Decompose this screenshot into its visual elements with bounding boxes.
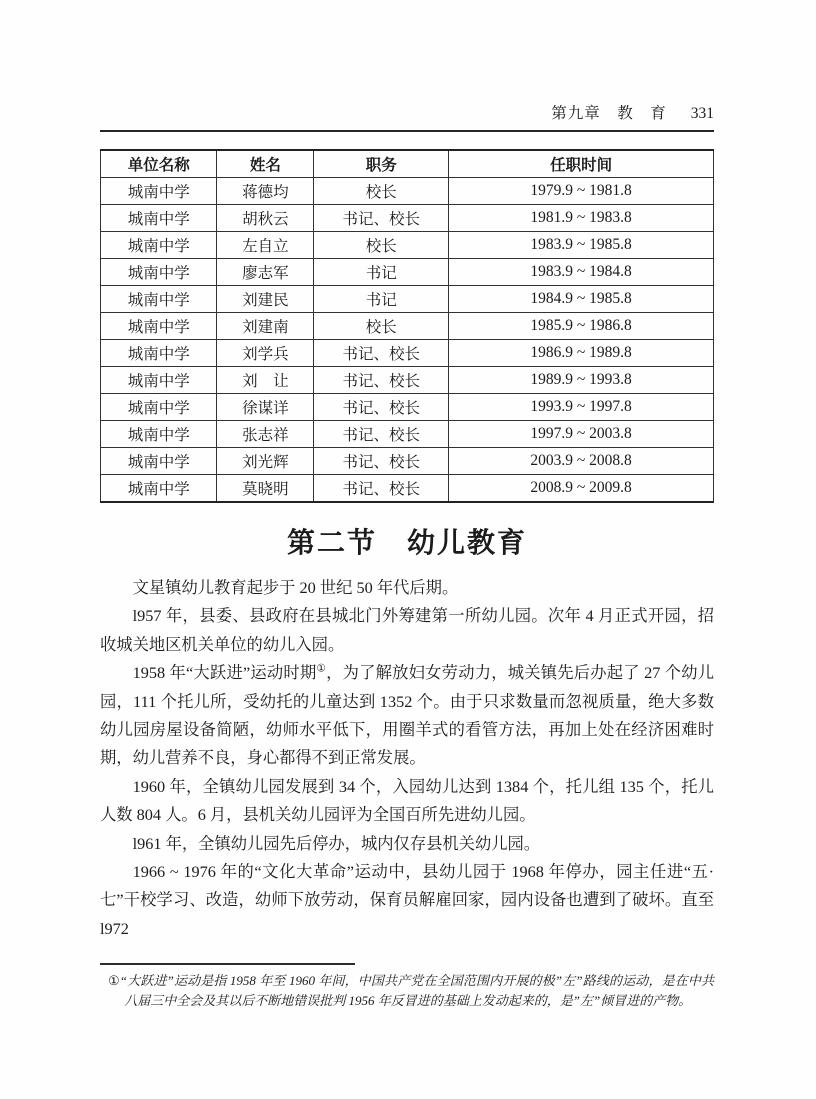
table-row bbox=[101, 259, 714, 286]
table-cell: 书记、校长 bbox=[314, 205, 449, 232]
paragraph-3-text-before: 1958 年“大跃进”运动时期 bbox=[132, 663, 317, 683]
table-row bbox=[101, 313, 714, 340]
table-cell: 左自立 bbox=[217, 232, 314, 259]
table-cell: 刘光辉 bbox=[217, 448, 314, 475]
table-row bbox=[101, 394, 714, 421]
column-header-position: 职务 bbox=[314, 150, 449, 178]
table-cell: 城南中学 bbox=[101, 475, 217, 503]
footnote-reference: ① bbox=[316, 663, 327, 675]
table-cell: 书记、校长 bbox=[314, 367, 449, 394]
paragraph-3-text-after: ，为了解放妇女劳动力，城关镇先后办起了 27 个幼儿园，111 个托儿所，受幼托的儿童达到 1352 个。由于只求数量而忽视质量，绝大多数幼儿园房屋设备简陋，幼师水平低下，用圈羊式的看管方法，再加上处在经济困难时期，幼儿营养不良，身心都得不到正常发展。 bbox=[100, 663, 714, 768]
table-row bbox=[101, 367, 714, 394]
table-cell: 城南中学 bbox=[101, 394, 217, 421]
table-cell: 城南中学 bbox=[101, 286, 217, 313]
table-cell: 书记、校长 bbox=[314, 340, 449, 367]
paragraph-2: l957 年，县委、县政府在县城北门外筹建第一所幼儿园。次年 4 月正式开园，招收城关地区机关单位的幼儿入园。 bbox=[100, 606, 714, 654]
table-row bbox=[101, 340, 714, 367]
table-cell: 城南中学 bbox=[101, 340, 217, 367]
table-cell: 1986.9 ~ 1989.8 bbox=[449, 340, 714, 367]
table-header-row bbox=[101, 150, 714, 178]
page-header bbox=[100, 104, 714, 132]
table-cell: 1981.9 ~ 1983.8 bbox=[449, 205, 714, 232]
staff-table bbox=[100, 149, 714, 503]
paragraph-3 bbox=[100, 659, 714, 773]
table-row bbox=[101, 421, 714, 448]
paragraph-4: 1960 年，全镇幼儿园发展到 34 个，入园幼儿达到 1384 个，托儿组 135 个，托儿人数 804 人。6 月，县机关幼儿园评为全国百所先进幼儿园。 bbox=[100, 776, 714, 825]
table-cell: 城南中学 bbox=[101, 232, 217, 259]
table-cell: 廖志军 bbox=[217, 259, 314, 286]
body-text bbox=[100, 574, 714, 943]
table-cell: 蒋德均 bbox=[217, 178, 314, 205]
footnote bbox=[100, 963, 714, 1010]
table-cell: 书记、校长 bbox=[314, 421, 449, 448]
table-cell: 1983.9 ~ 1985.8 bbox=[449, 232, 714, 259]
table-row bbox=[101, 205, 714, 232]
table-cell: 校长 bbox=[314, 313, 449, 340]
table-row bbox=[101, 232, 714, 259]
table-cell: 莫晓明 bbox=[217, 475, 314, 503]
section-title: 第二节 幼儿教育 bbox=[286, 528, 527, 559]
footnote-body: “大跃进”运动是指 1958 年至 1960 年间，中国共产党在全国范围内开展的极”左”路线的运动，是在中共八届三中全会及其以后不断地错误批判 1956 年反冒进的基础上发动起来的，是”左”倾冒进的产物。 bbox=[119, 973, 714, 1008]
column-header-unit: 单位名称 bbox=[101, 150, 217, 178]
table-cell: 城南中学 bbox=[101, 313, 217, 340]
column-header-tenure: 任职时间 bbox=[449, 150, 714, 178]
footnote-text bbox=[108, 971, 714, 1010]
table-cell: 2008.9 ~ 2009.8 bbox=[449, 475, 714, 503]
footnote-separator bbox=[100, 963, 355, 965]
table-cell: 刘学兵 bbox=[217, 340, 314, 367]
column-header-name: 姓名 bbox=[217, 150, 314, 178]
table-cell: 1983.9 ~ 1984.8 bbox=[449, 259, 714, 286]
table-cell: 城南中学 bbox=[101, 205, 217, 232]
table-cell: 书记 bbox=[314, 286, 449, 313]
table-cell: 1984.9 ~ 1985.8 bbox=[449, 286, 714, 313]
table-row bbox=[101, 178, 714, 205]
table-cell: 书记 bbox=[314, 259, 449, 286]
table-cell: 城南中学 bbox=[101, 178, 217, 205]
table-cell: 1989.9 ~ 1993.8 bbox=[449, 367, 714, 394]
table-cell: 胡秋云 bbox=[217, 205, 314, 232]
table-row bbox=[101, 475, 714, 503]
table-cell: 书记、校长 bbox=[314, 448, 449, 475]
table-cell: 徐谋详 bbox=[217, 394, 314, 421]
paragraph-5: l961 年，全镇幼儿园先后停办，城内仅存县机关幼儿园。 bbox=[132, 833, 541, 853]
table-cell: 书记、校长 bbox=[314, 475, 449, 503]
table-cell: 校长 bbox=[314, 232, 449, 259]
page-number: 331 bbox=[690, 105, 714, 122]
table-cell: 书记、校长 bbox=[314, 394, 449, 421]
table-body bbox=[101, 178, 714, 503]
table-cell: 校长 bbox=[314, 178, 449, 205]
table-cell: 刘建民 bbox=[217, 286, 314, 313]
table-cell: 张志祥 bbox=[217, 421, 314, 448]
table-cell: 1979.9 ~ 1981.8 bbox=[449, 178, 714, 205]
table-cell: 城南中学 bbox=[101, 259, 217, 286]
chapter-title: 第九章 教 育 bbox=[551, 105, 667, 122]
paragraph-6: 1966 ~ 1976 年的“文化大革命”运动中，县幼儿园于 1968 年停办，园主任进“五·七”干校学习、改造，幼师下放劳动，保育员解雇回家，园内设备也遭到了破坏。直至 l972 bbox=[100, 862, 714, 938]
table-cell: 刘建南 bbox=[217, 313, 314, 340]
table-cell: 2003.9 ~ 2008.8 bbox=[449, 448, 714, 475]
table-row bbox=[101, 286, 714, 313]
table-cell: 城南中学 bbox=[101, 421, 217, 448]
footnote-marker: ① bbox=[108, 973, 120, 989]
table-cell: 1993.9 ~ 1997.8 bbox=[449, 394, 714, 421]
table-cell: 刘 让 bbox=[217, 367, 314, 394]
table-cell: 城南中学 bbox=[101, 367, 217, 394]
table-cell: 1985.9 ~ 1986.8 bbox=[449, 313, 714, 340]
table-row bbox=[101, 448, 714, 475]
paragraph-1: 文星镇幼儿教育起步于 20 世纪 50 年代后期。 bbox=[132, 578, 459, 597]
table-cell: 城南中学 bbox=[101, 448, 217, 475]
table-cell: 1997.9 ~ 2003.8 bbox=[449, 421, 714, 448]
